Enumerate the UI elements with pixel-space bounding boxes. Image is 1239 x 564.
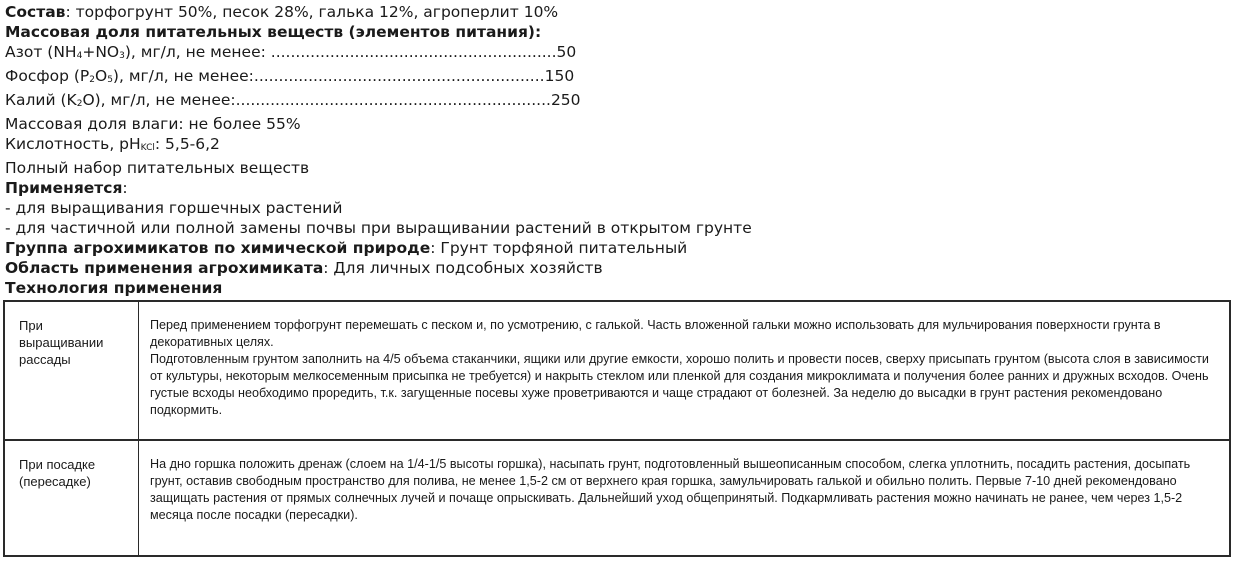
document-body bbox=[5, 2, 1235, 298]
application-item: - для выращивания горшечных растений bbox=[5, 199, 343, 217]
row-label: При выращивании рассады bbox=[19, 318, 104, 367]
table-row bbox=[5, 441, 1229, 555]
row-description bbox=[150, 456, 1220, 524]
table-row bbox=[5, 302, 1229, 441]
full-set-line: Полный набор питательных веществ bbox=[5, 159, 310, 177]
group-line: Группа агрохимикатов по химической природе: Грунт торфяной питательный bbox=[5, 239, 688, 257]
technology-table bbox=[3, 300, 1231, 557]
row-label: При посадке (пересадке) bbox=[19, 457, 96, 489]
column-divider bbox=[138, 441, 139, 555]
row-paragraph: На дно горшка положить дренаж (слоем на 1/4-1/5 высоты горшка), насыпать грунт, подготовленный вышеописанным способом, слегка уплотнить, посадить растения, досыпать грунт, оставив свободным пространство для полива, не менее 1,5-2 см от верхнего края горшка, замульчировать галькой и обильно полить. Первые 7-10 дней рекомендовано защищать растения от прямых солнечных лучей и почаще опрыскивать. Дальнейший уход общепринятый. Подкармливать растения можно начинать не ранее, чем через 1,5-2 месяца после посадки (пересадки). bbox=[150, 457, 1191, 522]
area-line: Область применения агрохимиката: Для личных подсобных хозяйств bbox=[5, 259, 603, 277]
technology-heading: Технология применения bbox=[5, 279, 223, 297]
composition-value: : торфогрунт 50%, песок 28%, галька 12%, агроперлит 10% bbox=[65, 3, 559, 21]
row-paragraph: Перед применением торфогрунт перемешать с песком и, по усмотрению, с галькой. Часть вложенной гальки можно использовать для мульчирования поверхности грунта в декоративных целях. bbox=[150, 318, 1161, 349]
column-divider bbox=[138, 302, 139, 439]
nutrients-heading: Массовая доля питательных веществ (элементов питания): bbox=[5, 23, 542, 41]
composition-line bbox=[5, 2, 1235, 22]
row-paragraph: Подготовленным грунтом заполнить на 4/5 объема стаканчики, ящики или другие емкости, хорошо полить и провести посев, сверху присыпать грунтом (высота слоя в зависимости от культуры, некоторым мелкосеменным присыпка не требуется) и накрыть стеклом или пленкой для создания микроклимата и получения более ранних и дружных всходов. Очень густые всходы необходимо проредить, т.к. загущенные посевы хуже проветриваются и чаще страдают от болезней. За неделю до высадки в грунт растения рекомендовано подкормить. bbox=[150, 352, 1209, 417]
potassium-line: Калий (K2O), мг/л, не менее:................................................................250 bbox=[5, 91, 581, 109]
composition-label: Состав bbox=[5, 3, 66, 21]
phosphorus-line: Фосфор (P2O5), мг/л, не менее:...........................................................150 bbox=[5, 67, 575, 85]
nitrogen-line: Азот (NH4+NO3), мг/л, не менее: ..........................................................50 bbox=[5, 43, 577, 61]
row-description bbox=[150, 317, 1220, 419]
application-heading: Применяется: bbox=[5, 179, 128, 197]
acidity-line: Кислотность, pHKCl: 5,5-6,2 bbox=[5, 135, 220, 153]
application-item: - для частичной или полной замены почвы при выращивании растений в открытом грунте bbox=[5, 219, 752, 237]
moisture-line: Массовая доля влаги: не более 55% bbox=[5, 115, 301, 133]
